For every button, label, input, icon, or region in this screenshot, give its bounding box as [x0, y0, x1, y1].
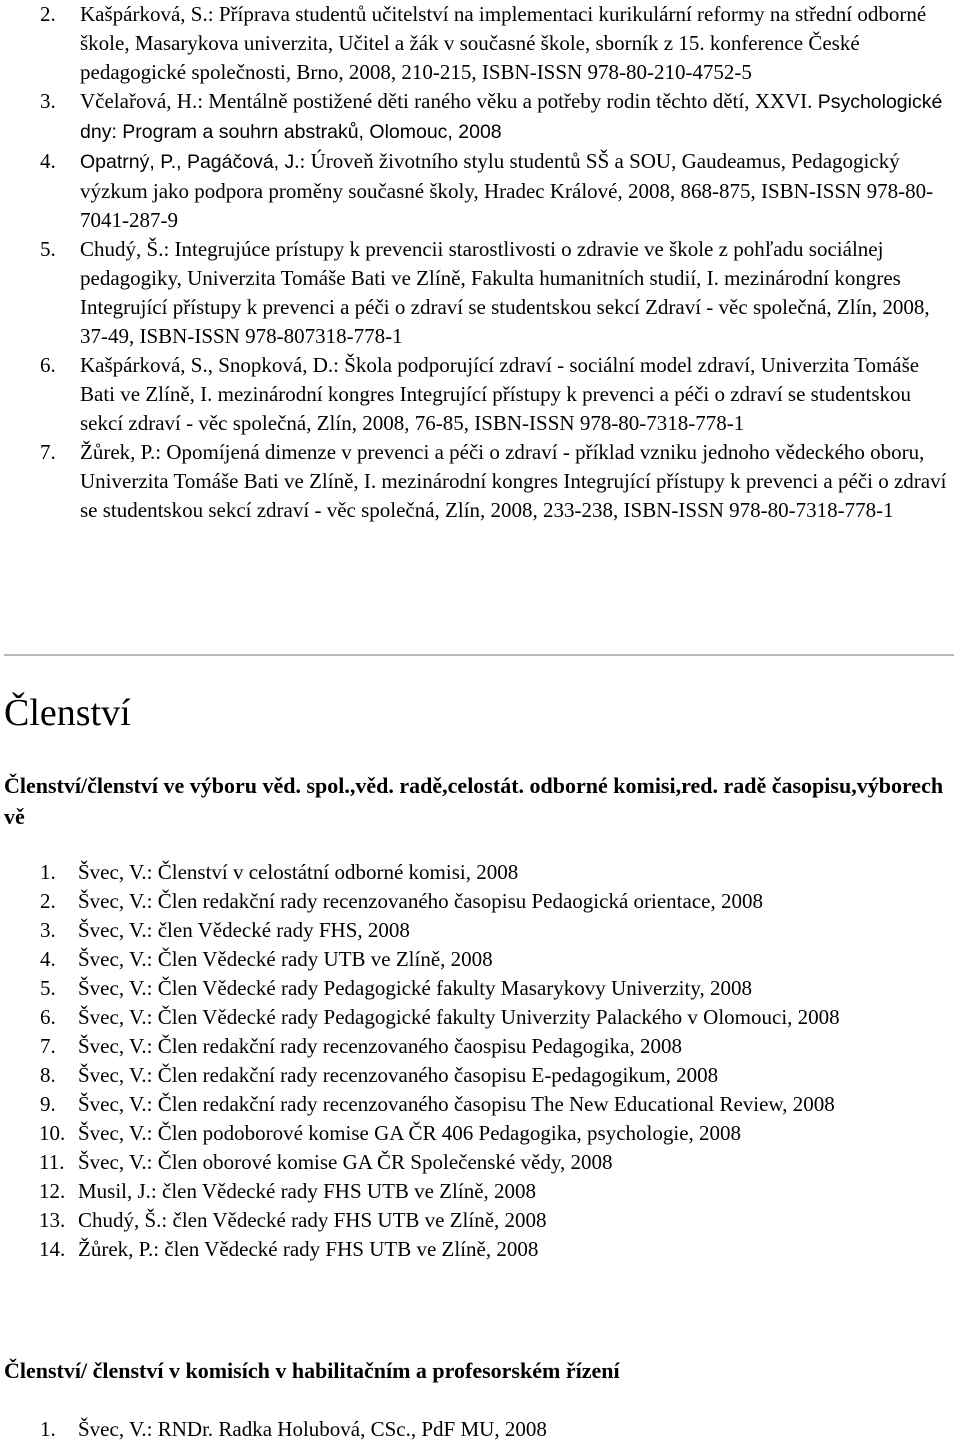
item-number: 7.: [40, 440, 56, 464]
item-text: Švec, V.: Člen redakční rady recenzovaného časopisu E-pedagogikum, 2008: [78, 1063, 719, 1087]
item-text: Chudý, Š.: člen Vědecké rady FHS UTB ve Zlíně, 2008: [78, 1208, 547, 1232]
item-number: 2.: [40, 2, 56, 26]
list-item: [40, 235, 955, 351]
item-author: Kašpárková, S: [80, 2, 203, 26]
item-number: 1.: [40, 860, 56, 884]
horizontal-divider: [4, 654, 954, 656]
list-item: [40, 916, 955, 945]
list-item: [40, 858, 955, 887]
list-item: [40, 1090, 955, 1119]
item-number: 11.: [39, 1150, 65, 1174]
item-text: Švec, V.: Člen redakční rady recenzovaného časopisu The New Educational Review, 2008: [78, 1092, 835, 1116]
item-text: .: Škola podporující zdraví - sociální model zdraví, Univerzita Tomáše Bati ve Zlíně, I. mezinárodní kongres Integrující přístupy k prevenci a péči o zdraví se studentskou sekcí zdraví - věc společná, Zlín, 2008, 76-85, ISBN-ISSN 978-80-7318-778-1: [80, 353, 920, 435]
item-number: 3.: [40, 918, 56, 942]
list-item: [40, 945, 955, 974]
list-item: [40, 1415, 955, 1444]
item-number: 3.: [40, 89, 56, 113]
habilitation-heading: Členství/ členství v komisích v habilitačním a profesorském řízení: [4, 1358, 620, 1383]
list-item: [40, 1177, 955, 1206]
item-text: Švec, V.: Člen Vědecké rady Pedagogické fakulty Masarykovy Univerzity, 2008: [78, 976, 752, 1000]
item-number: 9.: [40, 1092, 56, 1116]
list-item: [40, 438, 955, 525]
list-item: [40, 974, 955, 1003]
list-item: [40, 1148, 955, 1177]
item-author: Žůrek, P: [80, 440, 150, 464]
item-text: Musil, J.: člen Vědecké rady FHS UTB ve Zlíně, 2008: [78, 1179, 537, 1203]
item-author: Kašpárková, S., Snopková, D: [80, 353, 328, 377]
item-text: Švec, V.: RNDr. Radka Holubová, CSc., PdF MU, 2008: [78, 1417, 547, 1441]
item-number: 6.: [40, 353, 56, 377]
item-text: Švec, V.: Člen redakční rady recenzovaného čaospisu Pedagogika, 2008: [78, 1034, 682, 1058]
list-item: [40, 87, 955, 147]
item-number: 4.: [40, 947, 56, 971]
item-text: Švec, V.: Člen podoborové komise GA ČR 406 Pedagogika, psychologie, 2008: [78, 1121, 742, 1145]
item-author: Včelařová, H: [80, 89, 192, 113]
item-number: 2.: [40, 889, 56, 913]
list-item: [40, 1032, 955, 1061]
habilitation-list: [40, 1415, 955, 1444]
item-number: 8.: [40, 1063, 56, 1087]
item-text: Švec, V.: Člen redakční rady recenzovaného časopisu Pedaogická orientace, 2008: [78, 889, 763, 913]
item-text: .: Integrujúce prístupy k prevencii starostlivosti o zdravie ve škole z pohľadu sociálnej pedagogiky, Univerzita Tomáše Bati ve Zlíně, Fakulta humanitních studií, I. mezinárodní kongres Integrující přístupy k prevenci a péči o zdraví se studentskou sekcí Zdraví - věc společná, Zlín, 2008, 37-49, ISBN-ISSN 978-807318-778-1: [80, 237, 930, 348]
item-text: .: Opomíjená dimenze v prevenci a péči o zdraví - příklad vzniku jednoho vědeckého oboru, Univerzita Tomáše Bati ve Zlíně, I. mezinárodní kongres Integrující přístupy k prevenci a péči o zdraví se studentskou sekcí zdraví - věc společná, Zlín, 2008, 233-238, ISBN-ISSN 978-80-7318-778-1: [80, 440, 947, 522]
item-number: 4.: [40, 149, 56, 173]
membership-list: [40, 858, 955, 1264]
item-text: Švec, V.: Člen Vědecké rady UTB ve Zlíně, 2008: [78, 947, 493, 971]
list-item: [40, 147, 955, 235]
list-item: [40, 1235, 955, 1264]
list-item: [40, 1206, 955, 1235]
item-text-tail: Psychologické dny: Program a souhrn abstraků, Olomouc, 2008: [80, 91, 943, 143]
item-number: 13.: [39, 1208, 66, 1232]
item-text: .: Mentálně postižené děti raného věku a potřeby rodin těchto dětí, XXVI.: [191, 89, 818, 113]
item-text: .: Úroveň životního stylu studentů SŠ a SOU, Gaudeamus, Pedagogický výzkum jako podpora proměny současné školy, Hradec Králové, 2008, 868-875, ISBN-ISSN 978-80-7041-287-9: [80, 149, 934, 232]
item-text: .: Příprava studentů učitelství na implementaci kurikulární reformy na střední odborné škole, Masarykova univerzita, Učitel a žák v současné škole, sborník z 15. konference České pedagogické společnosti, Brno, 2008, 210-215, ISBN-ISSN 978-80-210-4752-5: [80, 2, 927, 84]
item-number: 6.: [40, 1005, 56, 1029]
membership-heading: Členství/členství ve výboru věd. spol.,věd. radě,celostát. odborné komisi,red. radě časopisu,výborech vě: [4, 773, 944, 829]
item-text: Švec, V.: Člen Vědecké rady Pedagogické fakulty Univerzity Palackého v Olomouci, 2008: [78, 1005, 840, 1029]
item-number: 10.: [39, 1121, 66, 1145]
item-number: 12.: [39, 1179, 66, 1203]
item-text: Švec, V.: Členství v celostátní odborné komisi, 2008: [78, 860, 519, 884]
item-number: 7.: [40, 1034, 56, 1058]
item-author: Opatrný, P., Pagáčová, J: [80, 151, 295, 173]
list-item: [40, 1003, 955, 1032]
list-item: [40, 351, 955, 438]
item-author: Chudý, Š: [80, 237, 159, 261]
section-title: Členství: [4, 692, 131, 734]
item-text: Švec, V.: člen Vědecké rady FHS, 2008: [78, 918, 410, 942]
item-number: 5.: [40, 237, 56, 261]
publication-list: [40, 0, 955, 525]
list-item: [40, 0, 955, 87]
list-item: [40, 887, 955, 916]
item-text: Švec, V.: Člen oborové komise GA ČR Společenské vědy, 2008: [78, 1150, 613, 1174]
item-number: 5.: [40, 976, 56, 1000]
item-number: 14.: [39, 1237, 66, 1261]
item-text: Žůrek, P.: člen Vědecké rady FHS UTB ve Zlíně, 2008: [78, 1237, 539, 1261]
item-number: 1.: [40, 1417, 56, 1441]
list-item: [40, 1119, 955, 1148]
list-item: [40, 1061, 955, 1090]
